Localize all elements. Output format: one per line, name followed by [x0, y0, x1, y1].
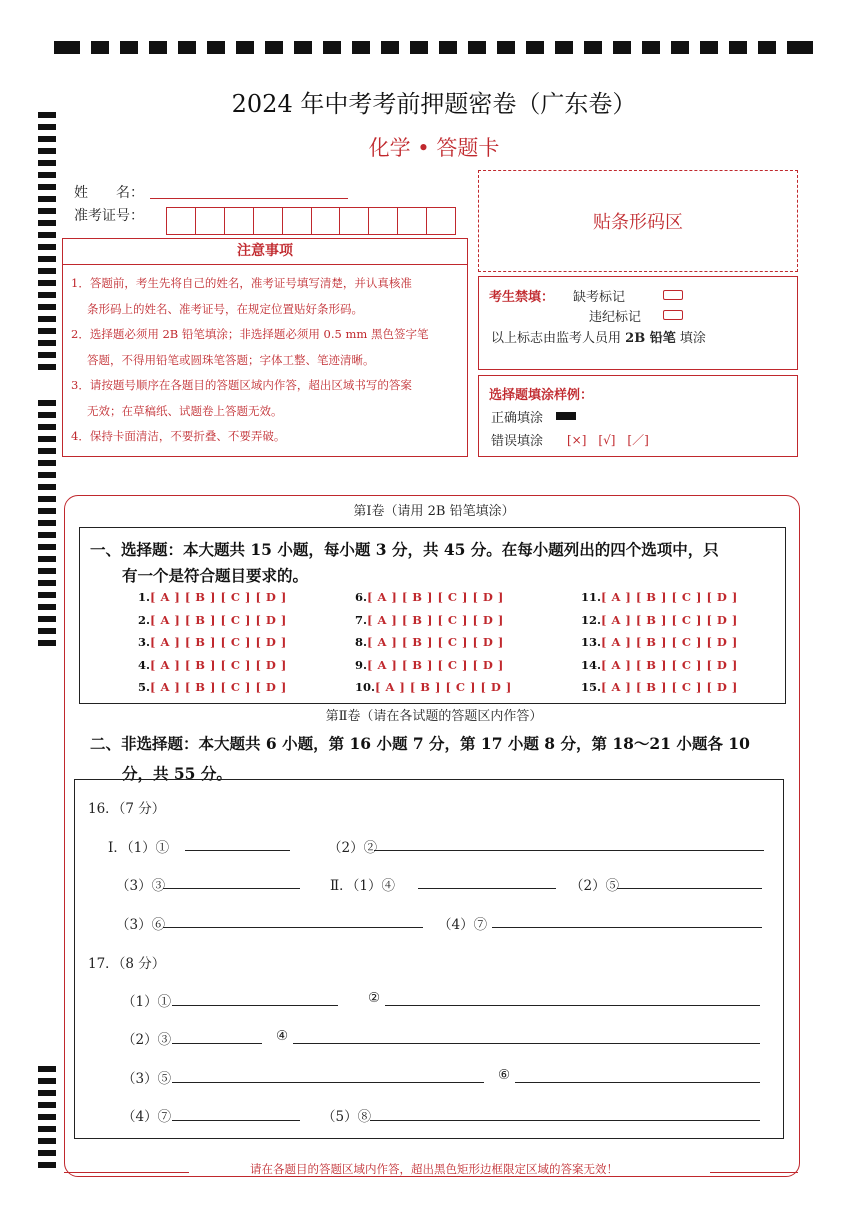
answer-area-box: [74, 779, 784, 1139]
correct-fill-sample: [556, 412, 576, 420]
q17-a2-label: ②: [368, 990, 381, 1006]
q16-ii1-answer-line[interactable]: [418, 888, 556, 889]
q17-d1-answer-line[interactable]: [172, 1120, 300, 1121]
absent-mark-box[interactable]: [663, 287, 683, 302]
mcq-option-row-2[interactable]: [138, 613, 287, 627]
q17-b2-answer-line[interactable]: [293, 1043, 760, 1044]
left-timing-marks-middle: [38, 400, 56, 656]
mcq-option-row-4[interactable]: [138, 658, 287, 672]
mcq-number: 13.: [581, 635, 602, 649]
mcq-option-row-15[interactable]: [581, 680, 738, 694]
q17-d2-label: （5）⑧: [322, 1109, 372, 1125]
notice-list: [63, 271, 467, 450]
mcq-bubbles[interactable]: [ A ] [ B ] [ C ] [ D ]: [601, 590, 738, 604]
part2-header: 第Ⅱ卷（请在各试题的答题区内作答）: [325, 709, 543, 724]
q16-ii2-label: （2）⑤: [570, 878, 620, 894]
mcq-number: 2.: [138, 612, 151, 627]
page-subtitle: 化学 • 答题卡: [368, 136, 500, 160]
mcq-option-row-6[interactable]: [355, 590, 504, 604]
mcq-bubbles[interactable]: [ A ] [ B ] [ C ] [ D ]: [601, 657, 738, 672]
top-timing-marks: [54, 41, 814, 55]
q17-a2-answer-line[interactable]: [385, 1005, 760, 1006]
q16-i2-answer-line[interactable]: [374, 850, 764, 851]
q17-c2-label: ⑥: [498, 1067, 511, 1083]
footer-warning: 请在各题目的答题区域内作答，超出黑色矩形边框限定区域的答案无效！: [250, 1162, 618, 1176]
notice-line: 无效；在草稿纸、试题卷上答题无效。: [87, 403, 283, 418]
mcq-option-row-14[interactable]: [581, 658, 738, 672]
notice-line: 3．请按题号顺序在各题目的答题区域内作答，超出区域书写的答案: [71, 378, 412, 392]
q17-d2-answer-line[interactable]: [370, 1120, 760, 1121]
q17-c1-answer-line[interactable]: [172, 1082, 484, 1083]
q16-i3-label: （3）③: [116, 878, 166, 894]
mcq-number: 9.: [355, 657, 368, 672]
q16-title: 16．（7 分）: [88, 801, 166, 817]
mcq-bubbles[interactable]: [ A ] [ B ] [ C ] [ D ]: [150, 635, 287, 649]
mcq-number: 6.: [355, 590, 368, 604]
absent-label: 缺考标记: [573, 290, 626, 305]
barcode-area: [478, 170, 798, 272]
wrong-marks-sample: [×] [√] [／]: [567, 433, 649, 447]
correct-label: 正确填涂: [491, 411, 544, 426]
mcq-option-row-12[interactable]: [581, 613, 738, 627]
q17-b1-answer-line[interactable]: [172, 1043, 262, 1044]
part2-question-line1: 二、非选择题：本大题共 6 小题，第 16 小题 7 分，第 17 小题 8 分，第 18～21 小题各 10: [90, 734, 750, 753]
notice-title: 注意事项: [63, 239, 467, 265]
mcq-option-row-3[interactable]: [138, 635, 287, 649]
q17-d1-label: （4）⑦: [122, 1109, 172, 1125]
mcq-number: 10.: [355, 680, 376, 694]
q16-ii1-label: Ⅱ．（1）④: [330, 878, 396, 894]
q16-i2-label: （2）②: [328, 840, 378, 856]
part1-header: 第Ⅰ卷（请用 2B 铅笔填涂）: [353, 504, 515, 519]
mcq-number: 1.: [138, 590, 151, 604]
notice-line: 条形码上的姓名、准考证号，在规定位置贴好条形码。: [87, 301, 363, 316]
q17-b1-label: （2）③: [122, 1032, 172, 1048]
mcq-option-row-13[interactable]: [581, 635, 738, 649]
mcq-option-row-5[interactable]: [138, 680, 287, 694]
sample-title: 选择题填涂样例：: [489, 388, 594, 403]
mcq-bubbles[interactable]: [ A ] [ B ] [ C ] [ D ]: [601, 635, 738, 649]
page-title: 2024 年中考考前押题密卷（广东卷）: [231, 90, 637, 118]
proctor-only-box: [478, 276, 798, 370]
exam-id-label: 准考证号：: [74, 208, 144, 224]
note-prefix: 以上标志由监考人员用: [491, 331, 622, 346]
mcq-option-row-8[interactable]: [355, 635, 504, 649]
mcq-bubbles[interactable]: [ A ] [ B ] [ C ] [ D ]: [375, 680, 512, 694]
q17-a1-answer-line[interactable]: [172, 1005, 338, 1006]
wrong-label: 错误填涂: [491, 434, 544, 449]
mcq-number: 8.: [355, 635, 368, 649]
mcq-option-row-7[interactable]: [355, 613, 504, 627]
mcq-bubbles[interactable]: [ A ] [ B ] [ C ] [ D ]: [150, 657, 287, 672]
mcq-bubbles[interactable]: [ A ] [ B ] [ C ] [ D ]: [367, 612, 504, 627]
part2-question-line2: 分，共 55 分。: [122, 764, 232, 783]
mcq-option-row-10[interactable]: [355, 680, 512, 694]
q16-ii3-label: （3）⑥: [116, 917, 166, 933]
fill-sample-box: [478, 375, 798, 457]
mcq-number: 11.: [581, 590, 602, 604]
q17-c2-answer-line[interactable]: [515, 1082, 760, 1083]
mcq-option-row-11[interactable]: [581, 590, 738, 604]
q16-ii3-answer-line[interactable]: [163, 927, 423, 928]
forbidden-note: [491, 327, 706, 346]
mcq-bubbles[interactable]: [ A ] [ B ] [ C ] [ D ]: [367, 635, 504, 649]
mcq-option-row-1[interactable]: [138, 590, 287, 604]
q16-i3-answer-line[interactable]: [163, 888, 300, 889]
mcq-option-row-9[interactable]: [355, 658, 504, 672]
footer-rule-right: [710, 1172, 798, 1173]
q16-i1-answer-line[interactable]: [185, 850, 290, 851]
q16-i1-label: Ⅰ．（1）①: [108, 840, 170, 856]
q17-title: 17．（8 分）: [88, 956, 166, 972]
mcq-number: 12.: [581, 612, 602, 627]
violation-mark-box[interactable]: [663, 307, 683, 322]
notice-line: 2．选择题必须用 2B 铅笔填涂；非选择题必须用 0.5 mm 黑色签字笔: [71, 327, 429, 341]
q17-c1-label: （3）⑤: [122, 1071, 172, 1087]
violation-label: 违纪标记: [589, 310, 642, 325]
mcq-number: 5.: [138, 680, 151, 694]
mcq-question-line2: 有一个是符合题目要求的。: [122, 566, 309, 585]
mcq-bubbles[interactable]: [ A ] [ B ] [ C ] [ D ]: [367, 657, 504, 672]
mcq-question-line1: 一、选择题：本大题共 15 小题，每小题 3 分，共 45 分。在每小题列出的四个选项中，只: [90, 540, 719, 559]
q17-b2-label: ④: [276, 1028, 289, 1044]
mcq-bubbles[interactable]: [ A ] [ B ] [ C ] [ D ]: [601, 612, 738, 627]
forbidden-title: 考生禁填：: [489, 290, 555, 305]
mcq-number: 14.: [581, 657, 602, 672]
mcq-bubbles[interactable]: [ A ] [ B ] [ C ] [ D ]: [150, 612, 287, 627]
mcq-number: 3.: [138, 635, 151, 649]
mcq-bubbles[interactable]: [ A ] [ B ] [ C ] [ D ]: [150, 590, 287, 604]
q17-a1-label: （1）①: [122, 994, 172, 1010]
mcq-number: 7.: [355, 612, 368, 627]
mcq-number: 4.: [138, 657, 151, 672]
mcq-bubbles[interactable]: [ A ] [ B ] [ C ] [ D ]: [150, 680, 287, 694]
name-field[interactable]: [150, 198, 348, 199]
mcq-bubbles[interactable]: [ A ] [ B ] [ C ] [ D ]: [601, 680, 738, 694]
q16-ii2-answer-line[interactable]: [617, 888, 762, 889]
exam-id-boxes[interactable]: [166, 207, 456, 233]
notice-line: 4．保持卡面清洁，不要折叠、不要弄破。: [71, 429, 286, 443]
note-bold: 2B 铅笔: [625, 331, 676, 346]
q16-ii4-answer-line[interactable]: [492, 927, 762, 928]
barcode-area-label: 贴条形码区: [593, 212, 683, 233]
left-timing-marks-lower: [38, 1066, 56, 1166]
mcq-number: 15.: [581, 680, 602, 694]
name-label: 姓 名：: [74, 185, 144, 201]
notice-line: 答题，不得用铅笔或圆珠笔答题；字体工整、笔迹清晰。: [87, 352, 375, 367]
notice-box: [62, 238, 468, 457]
mcq-bubbles[interactable]: [ A ] [ B ] [ C ] [ D ]: [367, 590, 504, 604]
q16-ii4-label: （4）⑦: [438, 917, 488, 933]
notice-line: 1．答题前，考生先将自己的姓名，准考证号填写清楚，并认真核准: [71, 276, 412, 290]
note-suffix: 填涂: [679, 331, 706, 346]
